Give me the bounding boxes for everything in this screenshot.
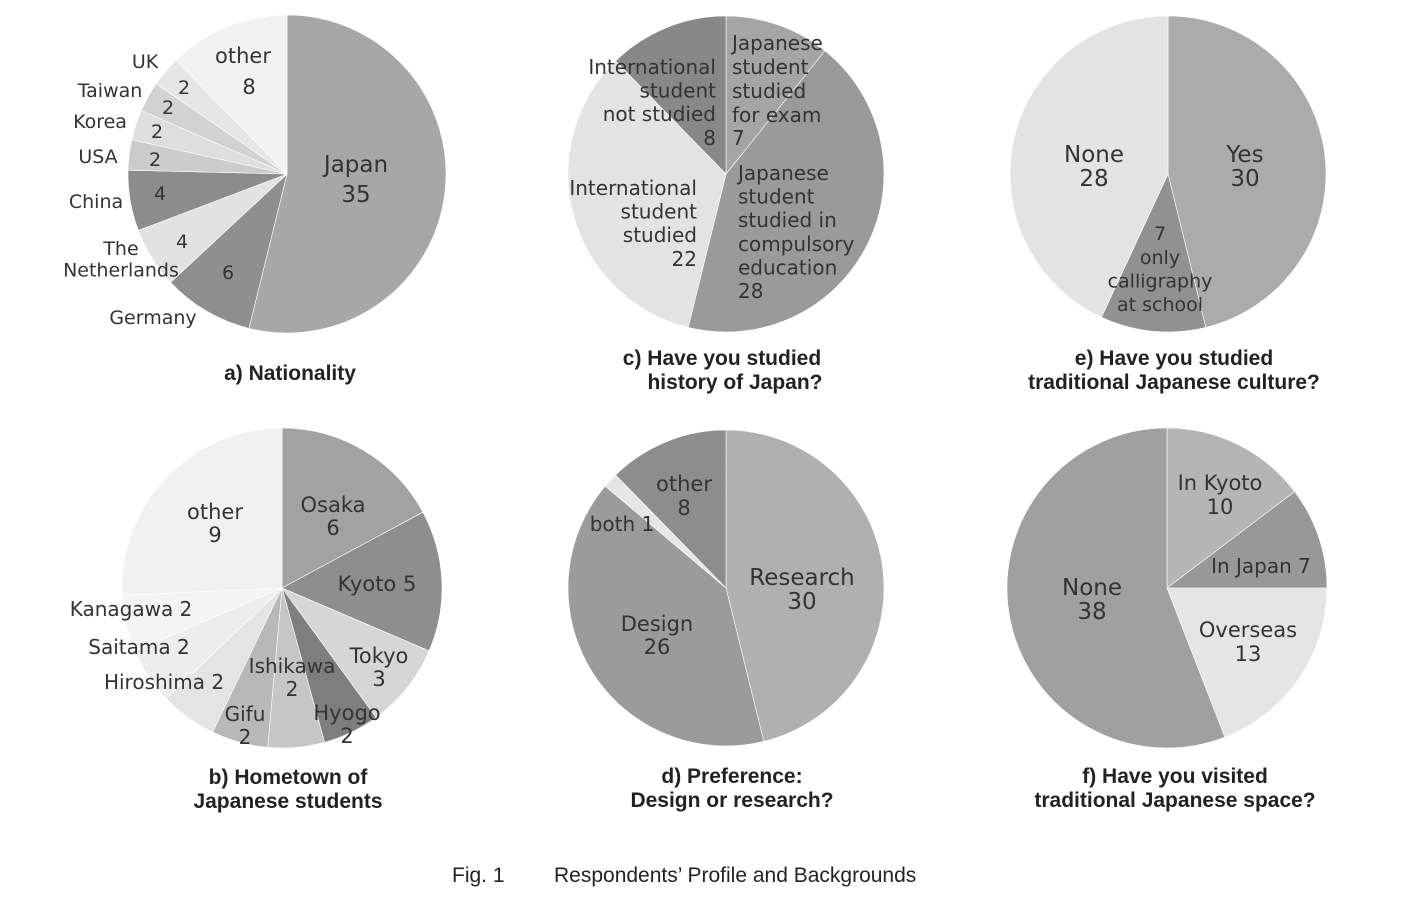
pie-c-label-japanese-student-studied-in-compulsory-education-line-2: student: [738, 184, 815, 209]
pie-b-label-hyogo-line-1: Hyogo: [313, 701, 381, 725]
pie-b-value-gifu: 2: [238, 725, 252, 749]
pie-a-value-usa: 2: [148, 149, 162, 171]
pie-chart-a: [63, 15, 446, 333]
pie-f-label-overseas-line-1: Overseas: [1198, 618, 1298, 642]
pie-f-label-in-kyoto-line-1: In Kyoto: [1177, 471, 1263, 495]
pie-c-value-japanese-student-studied-in-compulsory-education: 28: [738, 279, 764, 303]
pie-a-value-china: 4: [153, 183, 167, 205]
pie-a-value-the-netherlands: 4: [175, 231, 189, 253]
caption-f-line-2: traditional Japanese space?: [1034, 789, 1316, 812]
pie-a-label-usa-line-1: USA: [78, 146, 118, 168]
pie-b-label-hiroshima: Hiroshima 2: [103, 670, 225, 694]
caption-c-line-1: c) Have you studied: [622, 347, 822, 370]
pie-a-value-japan: 35: [341, 182, 371, 208]
pie-chart-d: [568, 430, 884, 746]
pie-a-label-other-line-1: other: [215, 44, 271, 68]
pie-c-value-japanese-student-studied-for-exam: 7: [732, 126, 745, 150]
pie-c-label-international-student-studied-line-3: studied: [622, 223, 697, 248]
pie-a-label-japan-line-1: Japan: [323, 152, 389, 178]
pie-a-label-uk-line-1: UK: [131, 51, 159, 73]
pie-c-label-japanese-student-studied-for-exam-line-2: student: [732, 55, 809, 79]
pie-e-value-none: 28: [1079, 166, 1109, 192]
pie-c-value-international-student-studied: 22: [671, 247, 697, 271]
figure-number: Fig. 1: [452, 864, 505, 887]
pie-e-label-only-calligraphy-at-school-line-2: calligraphy: [1107, 270, 1213, 293]
caption-d-line-1: d) Preference:: [661, 765, 803, 788]
caption-e-line-2: traditional Japanese culture?: [1028, 371, 1320, 394]
pie-b-label-tokyo-line-1: Tokyo: [349, 644, 409, 668]
pie-b-value-ishikawa: 2: [285, 677, 299, 701]
pie-b-label-saitama: Saitama 2: [88, 635, 190, 659]
caption-d-line-2: Design or research?: [630, 789, 834, 812]
pie-a-value-korea: 2: [150, 121, 164, 143]
caption-c-line-2: history of Japan?: [647, 371, 823, 394]
pie-f-value-overseas: 13: [1234, 642, 1262, 666]
pie-chart-c: [568, 16, 884, 332]
caption-a: [140, 362, 440, 386]
pie-e-value-only-calligraphy-at-school: 7: [1153, 223, 1167, 245]
pie-e-label-only-calligraphy-at-school-line-1: only: [1139, 247, 1181, 269]
pie-a-label-taiwan-line-1: Taiwan: [77, 80, 143, 102]
pie-c-label-japanese-student-studied-for-exam-line-1: Japanese: [732, 31, 823, 55]
pie-chart-f: [1007, 428, 1327, 748]
caption-b: [138, 766, 438, 814]
pie-a-label-korea-line-1: Korea: [73, 111, 127, 133]
pie-chart-e: [1010, 16, 1326, 332]
caption-e-line-1: e) Have you studied: [1074, 347, 1274, 370]
caption-f: [1000, 765, 1350, 813]
caption-b-line-2: Japanese students: [193, 790, 383, 813]
pie-b-label-kanagawa: Kanagawa 2: [69, 597, 193, 621]
pie-c-label-international-student-not-studied-line-1: International: [588, 55, 716, 79]
pie-c-label-japanese-student-studied-in-compulsory-education-line-4: compulsory: [738, 231, 855, 256]
pie-f-label-in-japan: In Japan 7: [1211, 554, 1311, 578]
pie-b-label-gifu-line-1: Gifu: [224, 702, 266, 726]
pie-e-value-yes: 30: [1230, 166, 1260, 192]
pie-d-label-both: both 1: [589, 512, 655, 536]
pie-c-label-international-student-not-studied-line-3: not studied: [602, 102, 716, 127]
pie-e-label-none-line-1: None: [1063, 142, 1125, 168]
pie-f-value-none: 38: [1077, 599, 1107, 625]
pie-c-label-international-student-studied-line-1: International: [569, 176, 697, 200]
pie-c-label-international-student-studied-line-2: student: [620, 199, 697, 224]
pie-c-label-japanese-student-studied-in-compulsory-education-line-3: studied in: [738, 208, 837, 233]
pie-b-label-other-line-1: other: [187, 500, 243, 524]
pie-f-value-in-kyoto: 10: [1206, 495, 1234, 519]
pie-c-value-international-student-not-studied: 8: [703, 126, 716, 150]
pie-c-label-japanese-student-studied-for-exam-line-4: for exam: [732, 103, 822, 127]
figure-caption: [452, 864, 916, 888]
pie-c-label-international-student-not-studied-line-2: student: [639, 78, 716, 103]
pie-b-label-osaka-line-1: Osaka: [300, 493, 366, 517]
pie-d-label-design-line-1: Design: [620, 612, 694, 636]
pie-a-label-china-line-1: China: [68, 191, 124, 213]
pie-d-value-research: 30: [787, 589, 817, 615]
pie-d-label-other-line-1: other: [656, 472, 712, 496]
pie-a-value-germany: 6: [221, 262, 235, 284]
pie-a-label-the-netherlands-line-2: Netherlands: [63, 259, 179, 282]
pie-b-value-other: 9: [208, 523, 222, 547]
pie-c-label-japanese-student-studied-for-exam-line-3: studied: [732, 79, 807, 103]
pie-b-label-ishikawa-line-1: Ishikawa: [248, 654, 336, 678]
pie-d-value-design: 26: [643, 635, 671, 659]
pie-a-value-other: 8: [242, 75, 256, 99]
caption-d: [582, 765, 882, 813]
pie-a-label-germany-line-1: Germany: [109, 307, 197, 329]
pie-d-label-research-line-1: Research: [749, 565, 855, 591]
pie-b-label-kyoto: Kyoto 5: [337, 572, 417, 596]
pie-c-label-japanese-student-studied-in-compulsory-education-line-1: Japanese: [738, 161, 829, 185]
pie-a-value-taiwan: 2: [161, 97, 175, 119]
pie-c-label-japanese-student-studied-in-compulsory-education-line-5: education: [738, 255, 838, 280]
pie-a-label-the-netherlands-line-1: The: [103, 238, 139, 260]
figure-caption-text: Respondents’ Profile and Backgrounds: [554, 864, 917, 887]
pie-b-value-tokyo: 3: [372, 667, 386, 691]
pie-e-label-yes-line-1: Yes: [1226, 142, 1264, 168]
caption-f-line-1: f) Have you visited: [1082, 765, 1268, 788]
caption-e: [999, 347, 1349, 395]
pie-b-value-hyogo: 2: [340, 724, 354, 748]
pie-chart-b: [70, 428, 442, 749]
caption-b-line-1: b) Hometown of: [208, 766, 368, 789]
pie-e-label-only-calligraphy-at-school-line-3: at school: [1116, 294, 1204, 316]
pie-d-value-other: 8: [677, 496, 691, 520]
caption-c: [572, 347, 872, 395]
pie-f-label-none-line-1: None: [1061, 575, 1123, 601]
pie-a-value-uk: 2: [177, 77, 191, 99]
pie-b-value-osaka: 6: [326, 516, 340, 540]
caption-a-line-1: a) Nationality: [224, 362, 356, 385]
